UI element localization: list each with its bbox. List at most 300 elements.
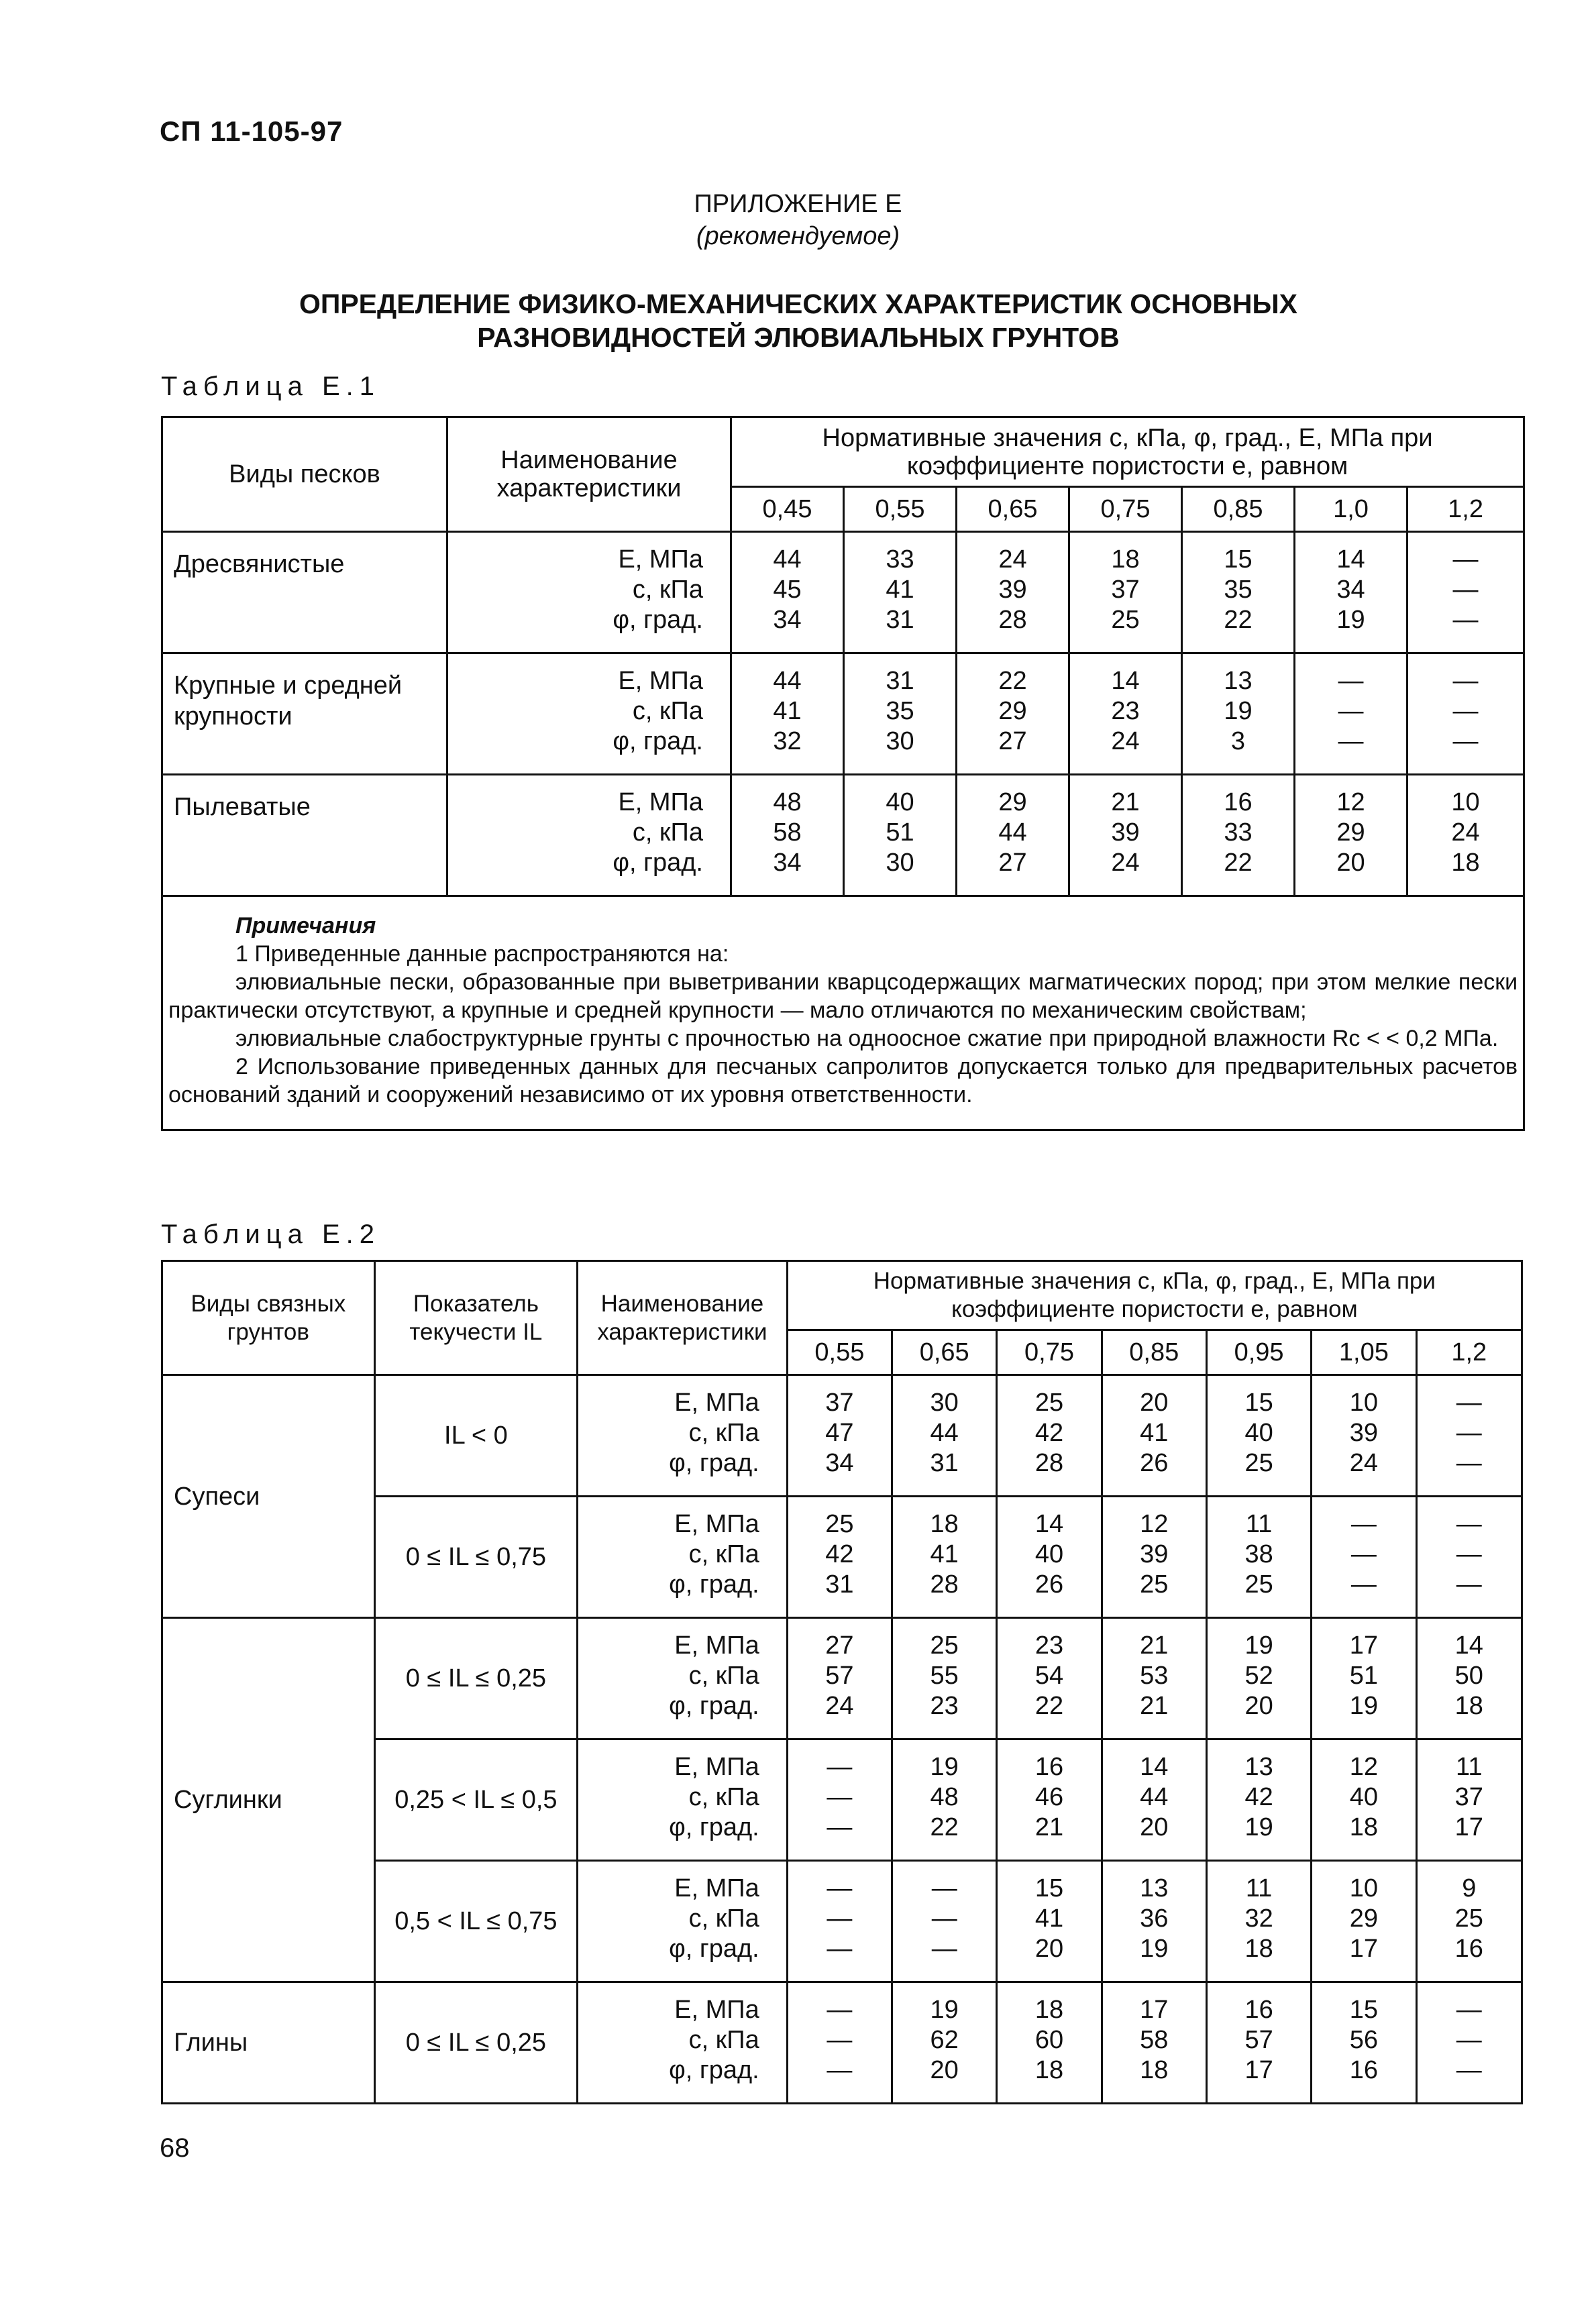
property-name: φ, град. xyxy=(669,2056,759,2084)
value: 31 xyxy=(930,1449,959,1477)
t2-header-norm: Нормативные значения с, кПа, φ, град., Е, МПа при коэффициенте пористости е, равном xyxy=(787,1261,1522,1330)
value: — xyxy=(827,1874,853,1902)
value: 37 xyxy=(1111,576,1140,604)
value: 13 xyxy=(1244,1753,1273,1781)
property-name: Е, МПа xyxy=(674,1389,759,1417)
value: 20 xyxy=(1244,1692,1273,1720)
value: 10 xyxy=(1451,788,1480,816)
value: 28 xyxy=(930,1570,959,1599)
value: 39 xyxy=(1349,1419,1379,1447)
value: 51 xyxy=(886,818,914,847)
value-cell xyxy=(1102,1497,1206,1618)
value: 20 xyxy=(1140,1389,1169,1417)
value: 31 xyxy=(825,1570,854,1599)
value: 31 xyxy=(886,667,914,695)
t1-header-prop: Наименование характеристики xyxy=(447,417,731,532)
sand-kind: Дресвянистые xyxy=(162,532,447,653)
value-cell xyxy=(1206,1739,1311,1861)
value-cell xyxy=(787,1497,892,1618)
property-name: φ, град. xyxy=(669,1692,759,1720)
value-cell xyxy=(997,1375,1102,1497)
value: — xyxy=(1456,1389,1482,1417)
value: 35 xyxy=(886,697,914,725)
value-cell xyxy=(1312,1739,1416,1861)
t2-header-kind: Виды связных грунтов xyxy=(162,1261,375,1375)
property-name: с, кПа xyxy=(688,1783,759,1811)
value: 24 xyxy=(998,545,1027,574)
soil-kind: Глины xyxy=(162,1982,375,2104)
t1-header-norm: Нормативные значения с, кПа, φ, град., Е, МПа при коэффициенте пористости е, равном xyxy=(731,417,1524,487)
value: — xyxy=(1456,1996,1482,2024)
value: 14 xyxy=(1336,545,1365,574)
value: 18 xyxy=(1140,2056,1169,2084)
value: 23 xyxy=(930,1692,959,1720)
value: — xyxy=(1350,1510,1377,1538)
value: 17 xyxy=(1454,1813,1483,1841)
value: — xyxy=(827,1753,853,1781)
sand-kind: Пылеватые xyxy=(162,775,447,896)
value-cell xyxy=(787,1375,892,1497)
property-name: с, кПа xyxy=(688,1419,759,1447)
value: — xyxy=(1452,606,1479,634)
value: 19 xyxy=(1336,606,1365,634)
property-names-cell xyxy=(447,532,731,653)
value: 22 xyxy=(998,667,1027,695)
value: 33 xyxy=(886,545,914,574)
value: 58 xyxy=(773,818,802,847)
property-name: φ, град. xyxy=(669,1449,759,1477)
value: 48 xyxy=(930,1783,959,1811)
property-name: Е, МПа xyxy=(674,1631,759,1660)
value: 20 xyxy=(1336,849,1365,877)
value: — xyxy=(1456,1570,1482,1599)
value: 44 xyxy=(998,818,1027,847)
value: 21 xyxy=(1140,1631,1169,1660)
value-cell xyxy=(957,653,1069,775)
table-row xyxy=(162,1618,1522,1739)
value: — xyxy=(1456,1419,1482,1447)
value: 19 xyxy=(930,1753,959,1781)
property-name: Е, МПа xyxy=(618,667,703,695)
value: 27 xyxy=(998,849,1027,877)
table-row xyxy=(162,1375,1522,1497)
value: 18 xyxy=(1454,1692,1483,1720)
value: 19 xyxy=(1349,1692,1379,1720)
value: 41 xyxy=(1140,1419,1169,1447)
value: 23 xyxy=(1034,1631,1064,1660)
table-2-caption: Таблица Е.2 xyxy=(161,1220,380,1249)
value: 18 xyxy=(1034,2056,1064,2084)
value-cell xyxy=(787,1982,892,2104)
value: 11 xyxy=(1245,1874,1273,1902)
value: 34 xyxy=(1336,576,1365,604)
value-cell xyxy=(892,1375,997,1497)
value: 42 xyxy=(825,1540,854,1568)
property-name: с, кПа xyxy=(688,2026,759,2054)
table-1 xyxy=(161,416,1525,1131)
property-name: φ, град. xyxy=(669,1813,759,1841)
value-cell xyxy=(892,1497,997,1618)
property-name: Е, МПа xyxy=(674,1753,759,1781)
value: 44 xyxy=(930,1419,959,1447)
document-code: СП 11-105-97 xyxy=(160,115,343,147)
note-2: 2 Использование приведенных данных для песчаных сапролитов допускается только для предварительных расчетов оснований зданий и сооружений независимо от их уровня ответственности. xyxy=(168,1054,1518,1108)
value: 12 xyxy=(1349,1753,1379,1781)
coefficient-header: 1,0 xyxy=(1295,487,1407,532)
value: 57 xyxy=(825,1662,854,1690)
property-names-cell xyxy=(578,1618,788,1739)
value: — xyxy=(931,1904,957,1933)
value: 18 xyxy=(1451,849,1480,877)
t2-header-index: Показатель текучести IL xyxy=(374,1261,578,1375)
value: 24 xyxy=(1111,849,1140,877)
value-cell xyxy=(787,1861,892,1982)
value: 48 xyxy=(773,788,802,816)
value: 28 xyxy=(998,606,1027,634)
page-title xyxy=(201,287,1395,354)
table-2 xyxy=(161,1260,1523,2104)
value-cell xyxy=(1102,1739,1206,1861)
value: 17 xyxy=(1140,1996,1169,2024)
value: — xyxy=(1350,1570,1377,1599)
value: 25 xyxy=(1244,1570,1273,1599)
value-cell xyxy=(997,1982,1102,2104)
value-cell xyxy=(731,532,844,653)
value: 54 xyxy=(1034,1662,1064,1690)
value-cell xyxy=(1069,775,1182,896)
property-name: φ, град. xyxy=(669,1935,759,1963)
value: 44 xyxy=(773,545,802,574)
value: 18 xyxy=(1034,1996,1064,2024)
value: 11 xyxy=(1245,1510,1273,1538)
value: 30 xyxy=(930,1389,959,1417)
value: 13 xyxy=(1140,1874,1169,1902)
value: 41 xyxy=(886,576,914,604)
property-names-cell xyxy=(578,1375,788,1497)
value: 9 xyxy=(1462,1874,1477,1902)
value: — xyxy=(827,1813,853,1841)
fluidity-index: IL < 0 xyxy=(374,1375,578,1497)
sand-kind: Крупные и средней крупности xyxy=(162,653,447,775)
value: 18 xyxy=(1111,545,1140,574)
value: 45 xyxy=(773,576,802,604)
value: 32 xyxy=(1244,1904,1273,1933)
page-title-line-2: РАЗНОВИДНОСТЕЙ ЭЛЮВИАЛЬНЫХ ГРУНТОВ xyxy=(477,322,1120,353)
property-name: φ, град. xyxy=(613,727,703,755)
value: 47 xyxy=(825,1419,854,1447)
value: 37 xyxy=(1454,1783,1483,1811)
notes-title: Примечания xyxy=(235,913,376,938)
soil-kind: Супеси xyxy=(162,1375,375,1618)
value: — xyxy=(827,2026,853,2054)
property-name: Е, МПа xyxy=(618,545,703,574)
value: 22 xyxy=(1034,1692,1064,1720)
value: 27 xyxy=(998,727,1027,755)
property-names-cell xyxy=(447,775,731,896)
value-cell xyxy=(1312,1497,1416,1618)
property-name: φ, град. xyxy=(613,606,703,634)
value: 34 xyxy=(825,1449,854,1477)
table-row xyxy=(162,532,1524,653)
value-cell xyxy=(1416,1861,1522,1982)
coefficient-header: 0,65 xyxy=(892,1330,997,1375)
value: 60 xyxy=(1034,2026,1064,2054)
property-names-cell xyxy=(447,653,731,775)
value: 62 xyxy=(930,2026,959,2054)
property-names-cell xyxy=(578,1497,788,1618)
value: 42 xyxy=(1244,1783,1273,1811)
coefficient-header: 0,65 xyxy=(957,487,1069,532)
value: 19 xyxy=(930,1996,959,2024)
value: 19 xyxy=(1140,1935,1169,1963)
value: 21 xyxy=(1111,788,1140,816)
value: 16 xyxy=(1224,788,1253,816)
value: 29 xyxy=(1349,1904,1379,1933)
table-1-caption: Таблица Е.1 xyxy=(161,372,380,401)
value: — xyxy=(1456,2056,1482,2084)
coefficient-header: 0,55 xyxy=(787,1330,892,1375)
value: 25 xyxy=(930,1631,959,1660)
value: 10 xyxy=(1349,1874,1379,1902)
value-cell xyxy=(1182,653,1295,775)
value: 38 xyxy=(1244,1540,1273,1568)
value: 19 xyxy=(1244,1813,1273,1841)
value-cell xyxy=(1206,1375,1311,1497)
value: 18 xyxy=(1349,1813,1379,1841)
value: 52 xyxy=(1244,1662,1273,1690)
appendix-heading xyxy=(0,188,1596,252)
coefficient-header: 0,85 xyxy=(1182,487,1295,532)
value: 24 xyxy=(1349,1449,1379,1477)
value: 12 xyxy=(1140,1510,1169,1538)
property-name: с, кПа xyxy=(688,1904,759,1933)
value: 22 xyxy=(1224,849,1253,877)
value: 39 xyxy=(998,576,1027,604)
value: 11 xyxy=(1456,1753,1483,1781)
value: 30 xyxy=(886,727,914,755)
value: 13 xyxy=(1224,667,1253,695)
value: 26 xyxy=(1034,1570,1064,1599)
coefficient-header: 0,75 xyxy=(997,1330,1102,1375)
value: 40 xyxy=(1244,1419,1273,1447)
value: — xyxy=(1338,697,1364,725)
page-number: 68 xyxy=(160,2133,190,2163)
appendix-subtitle: (рекомендуемое) xyxy=(696,222,900,250)
value-cell xyxy=(1407,532,1524,653)
property-name: с, кПа xyxy=(632,818,703,847)
value-cell xyxy=(957,775,1069,896)
value: 51 xyxy=(1349,1662,1379,1690)
property-name: φ, град. xyxy=(613,849,703,877)
t1-header-kind: Виды песков xyxy=(162,417,447,532)
value: — xyxy=(931,1874,957,1902)
value-cell xyxy=(1416,1739,1522,1861)
value-cell xyxy=(1206,1982,1311,2104)
value-cell xyxy=(844,653,957,775)
value: 32 xyxy=(773,727,802,755)
value-cell xyxy=(1182,532,1295,653)
value: — xyxy=(1338,667,1364,695)
coefficient-header: 0,45 xyxy=(731,487,844,532)
value-cell xyxy=(1206,1497,1311,1618)
coefficient-header: 0,75 xyxy=(1069,487,1182,532)
value: — xyxy=(827,1935,853,1963)
value: — xyxy=(1456,2026,1482,2054)
value-cell xyxy=(1102,1618,1206,1739)
value-cell xyxy=(1206,1618,1311,1739)
value: 31 xyxy=(886,606,914,634)
value: 22 xyxy=(1224,606,1253,634)
property-names-cell xyxy=(578,1739,788,1861)
value: 34 xyxy=(773,849,802,877)
value-cell xyxy=(1069,532,1182,653)
property-name: Е, МПа xyxy=(674,1874,759,1902)
value-cell xyxy=(892,1739,997,1861)
value: 14 xyxy=(1034,1510,1064,1538)
value: 24 xyxy=(825,1692,854,1720)
value-cell xyxy=(787,1618,892,1739)
value: — xyxy=(1456,1510,1482,1538)
value-cell xyxy=(844,775,957,896)
value: 25 xyxy=(1454,1904,1483,1933)
page-title-line-1: ОПРЕДЕЛЕНИЕ ФИЗИКО-МЕХАНИЧЕСКИХ ХАРАКТЕРИСТИК ОСНОВНЫХ xyxy=(299,288,1298,319)
value: 14 xyxy=(1111,667,1140,695)
value: 20 xyxy=(1034,1935,1064,1963)
value-cell xyxy=(1312,1982,1416,2104)
value-cell xyxy=(1069,653,1182,775)
value: 26 xyxy=(1140,1449,1169,1477)
notes-row xyxy=(162,896,1524,1130)
value: 36 xyxy=(1140,1904,1169,1933)
value-cell xyxy=(1407,653,1524,775)
value: — xyxy=(931,1935,957,1963)
value: 20 xyxy=(1140,1813,1169,1841)
soil-kind: Суглинки xyxy=(162,1618,375,1982)
value-cell xyxy=(1295,532,1407,653)
value: — xyxy=(1456,1540,1482,1568)
value: 25 xyxy=(1034,1389,1064,1417)
value: 41 xyxy=(1034,1904,1064,1933)
value-cell xyxy=(1407,775,1524,896)
value: 44 xyxy=(1140,1783,1169,1811)
value: 42 xyxy=(1034,1419,1064,1447)
value: 29 xyxy=(1336,818,1365,847)
value-cell xyxy=(1206,1861,1311,1982)
value-cell xyxy=(892,1618,997,1739)
property-name: с, кПа xyxy=(688,1540,759,1568)
value: 15 xyxy=(1224,545,1253,574)
value: 28 xyxy=(1034,1449,1064,1477)
value: 29 xyxy=(998,697,1027,725)
value: 39 xyxy=(1111,818,1140,847)
value: 53 xyxy=(1140,1662,1169,1690)
table-row xyxy=(162,1982,1522,2104)
value: 17 xyxy=(1349,1935,1379,1963)
coefficient-header: 1,2 xyxy=(1407,487,1524,532)
value-cell xyxy=(1102,1861,1206,1982)
value: 46 xyxy=(1034,1783,1064,1811)
value: 57 xyxy=(1244,2026,1273,2054)
value-cell xyxy=(1416,1618,1522,1739)
value-cell xyxy=(1416,1497,1522,1618)
coefficient-header: 0,55 xyxy=(844,487,957,532)
value: 10 xyxy=(1349,1389,1379,1417)
fluidity-index: 0 ≤ IL ≤ 0,25 xyxy=(374,1982,578,2104)
value: — xyxy=(1338,727,1364,755)
value: 24 xyxy=(1451,818,1480,847)
value: — xyxy=(1452,727,1479,755)
value: — xyxy=(1452,667,1479,695)
coefficient-header: 1,2 xyxy=(1416,1330,1522,1375)
value: 41 xyxy=(773,697,802,725)
coefficient-header: 1,05 xyxy=(1312,1330,1416,1375)
value: — xyxy=(1452,697,1479,725)
value: 15 xyxy=(1244,1389,1273,1417)
fluidity-index: 0 ≤ IL ≤ 0,25 xyxy=(374,1618,578,1739)
property-name: φ, град. xyxy=(669,1570,759,1599)
value: 16 xyxy=(1244,1996,1273,2024)
value: 29 xyxy=(998,788,1027,816)
value: 17 xyxy=(1349,1631,1379,1660)
coefficient-header: 0,95 xyxy=(1206,1330,1311,1375)
value-cell xyxy=(1416,1375,1522,1497)
value-cell xyxy=(1295,653,1407,775)
value: 3 xyxy=(1230,727,1246,755)
value-cell xyxy=(1295,775,1407,896)
value: 18 xyxy=(930,1510,959,1538)
value: 22 xyxy=(930,1813,959,1841)
value: 56 xyxy=(1349,2026,1379,2054)
value: 18 xyxy=(1244,1935,1273,1963)
value: 44 xyxy=(773,667,802,695)
appendix-label: ПРИЛОЖЕНИЕ Е xyxy=(694,190,902,218)
value-cell xyxy=(997,1618,1102,1739)
value-cell xyxy=(997,1739,1102,1861)
value-cell xyxy=(957,532,1069,653)
value: 25 xyxy=(1111,606,1140,634)
value: 14 xyxy=(1140,1753,1169,1781)
value: 12 xyxy=(1336,788,1365,816)
value-cell xyxy=(1312,1375,1416,1497)
value-cell xyxy=(1312,1618,1416,1739)
fluidity-index: 0 ≤ IL ≤ 0,75 xyxy=(374,1497,578,1618)
value-cell xyxy=(1312,1861,1416,1982)
value-cell xyxy=(892,1861,997,1982)
property-name: с, кПа xyxy=(632,697,703,725)
value: — xyxy=(827,1904,853,1933)
table-row xyxy=(162,653,1524,775)
value: — xyxy=(1350,1540,1377,1568)
value: 23 xyxy=(1111,697,1140,725)
value: 16 xyxy=(1349,2056,1379,2084)
note-1a: элювиальные пески, образованные при выветривании кварцсодержащих магматических пород; при этом мелкие пески практически отсутствуют, а крупные и средней крупности — мало отличаются по механическим свойствам; xyxy=(168,969,1518,1023)
value: 25 xyxy=(1140,1570,1169,1599)
value: 37 xyxy=(825,1389,854,1417)
table-row xyxy=(162,775,1524,896)
value: — xyxy=(827,2056,853,2084)
value: — xyxy=(827,1783,853,1811)
fluidity-index: 0,25 < IL ≤ 0,5 xyxy=(374,1739,578,1861)
value-cell xyxy=(892,1982,997,2104)
value-cell xyxy=(1102,1982,1206,2104)
value: 16 xyxy=(1034,1753,1064,1781)
property-name: с, кПа xyxy=(688,1662,759,1690)
value: — xyxy=(1452,545,1479,574)
note-1: 1 Приведенные данные распространяются на: xyxy=(235,941,729,967)
property-names-cell xyxy=(578,1982,788,2104)
value: 25 xyxy=(825,1510,854,1538)
value-cell xyxy=(1416,1982,1522,2104)
